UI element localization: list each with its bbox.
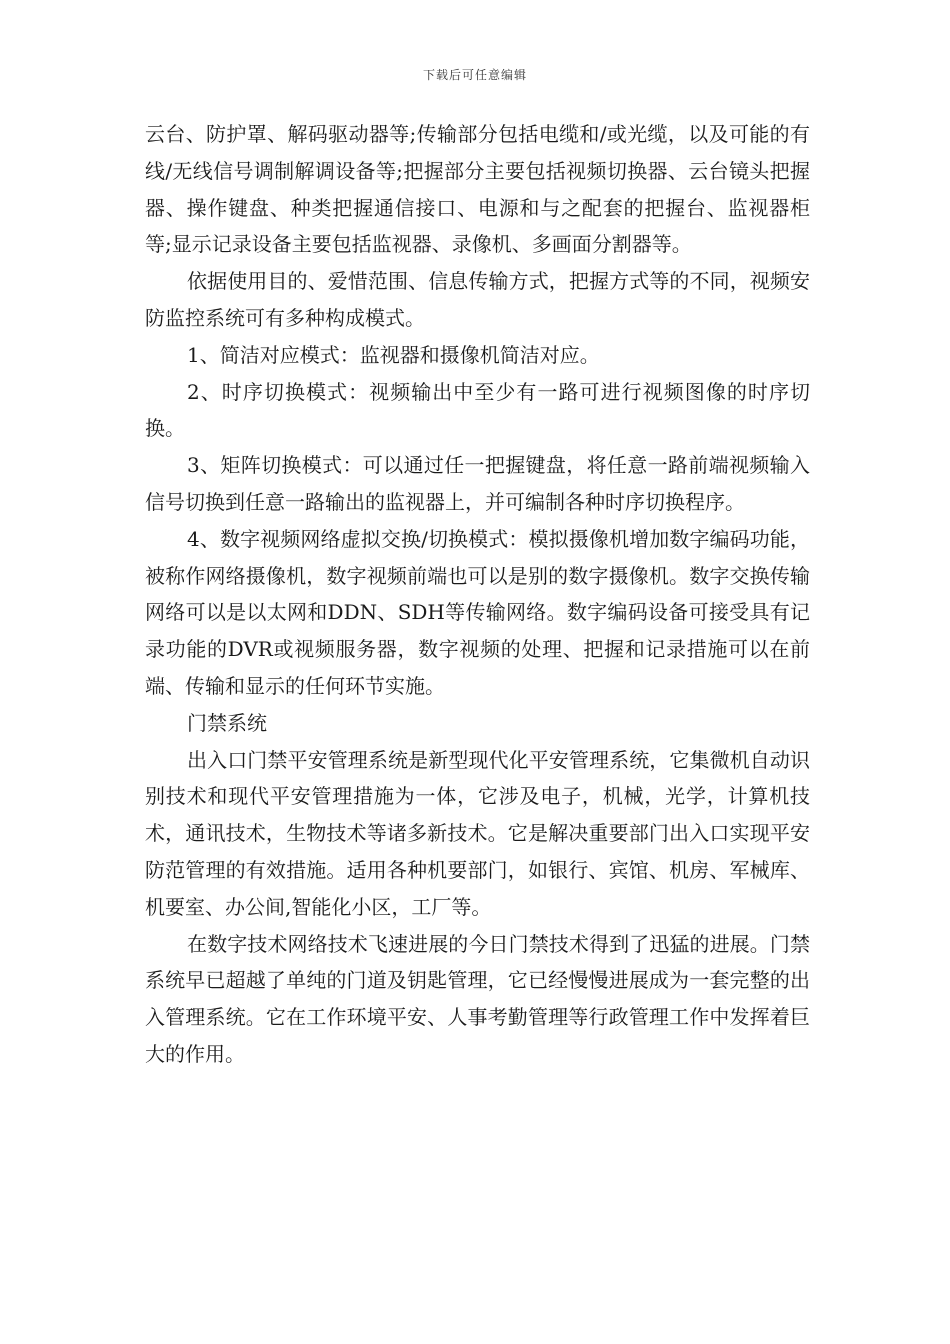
paragraph-mode-4: 4、数字视频网络虚拟交换/切换模式：模拟摄像机增加数字编码功能，被称作网络摄像机，数字视频前端也可以是别的数字摄像机。数字交换传输网络可以是以太网和DDN、SDH等传输网络。数字编码设备可接受具有记录功能的DVR或视频服务器，数字视频的处理、把握和记录措施可以在前端、传输和显示的任何环节实施。 (145, 526, 810, 698)
paragraph-mode-2: 2、时序切换模式：视频输出中至少有一路可进行视频图像的时序切换。 (145, 379, 810, 441)
document-body (145, 116, 810, 1073)
paragraph-mode-3: 3、矩阵切换模式：可以通过任一把握键盘，将任意一路前端视频输入信号切换到任意一路输出的监视器上，并可编制各种时序切换程序。 (145, 453, 810, 514)
paragraph-modes-intro: 依据使用目的、爱惜范围、信息传输方式，把握方式等的不同，视频安防监控系统可有多种构成模式。 (145, 269, 810, 330)
paragraph-access-control-development: 在数字技术网络技术飞速进展的今日门禁技术得到了迅猛的进展。门禁系统早已超越了单纯的门道及钥匙管理，它已经慢慢进展成为一套完整的出入管理系统。它在工作环境平安、人事考勤管理等行政管理工作中发挥着巨大的作用。 (145, 931, 810, 1066)
paragraph-equipment: 云台、防护罩、解码驱动器等;传输部分包括电缆和/或光缆，以及可能的有线/无线信号调制解调设备等;把握部分主要包括视频切换器、云台镜头把握器、操作键盘、种类把握通信接口、电源和与之配套的把握台、监视器柜等;显示记录设备主要包括监视器、录像机、多画面分割器等。 (145, 122, 810, 257)
paragraph-mode-1: 1、简洁对应模式：监视器和摄像机简洁对应。 (187, 342, 600, 367)
page-header: 下载后可任意编辑 (422, 68, 527, 82)
section-heading-access-control: 门禁系统 (187, 710, 267, 735)
paragraph-access-control-intro: 出入口门禁平安管理系统是新型现代化平安管理系统，它集微机自动识别技术和现代平安管理措施为一体，它涉及电子，机械，光学，计算机技术，通讯技术，生物技术等诸多新技术。它是解决重要部门出入口实现平安防范管理的有效措施。适用各种机要部门，如银行、宾馆、机房、军械库、机要室、办公间,智能化小区，工厂等。 (145, 747, 810, 919)
